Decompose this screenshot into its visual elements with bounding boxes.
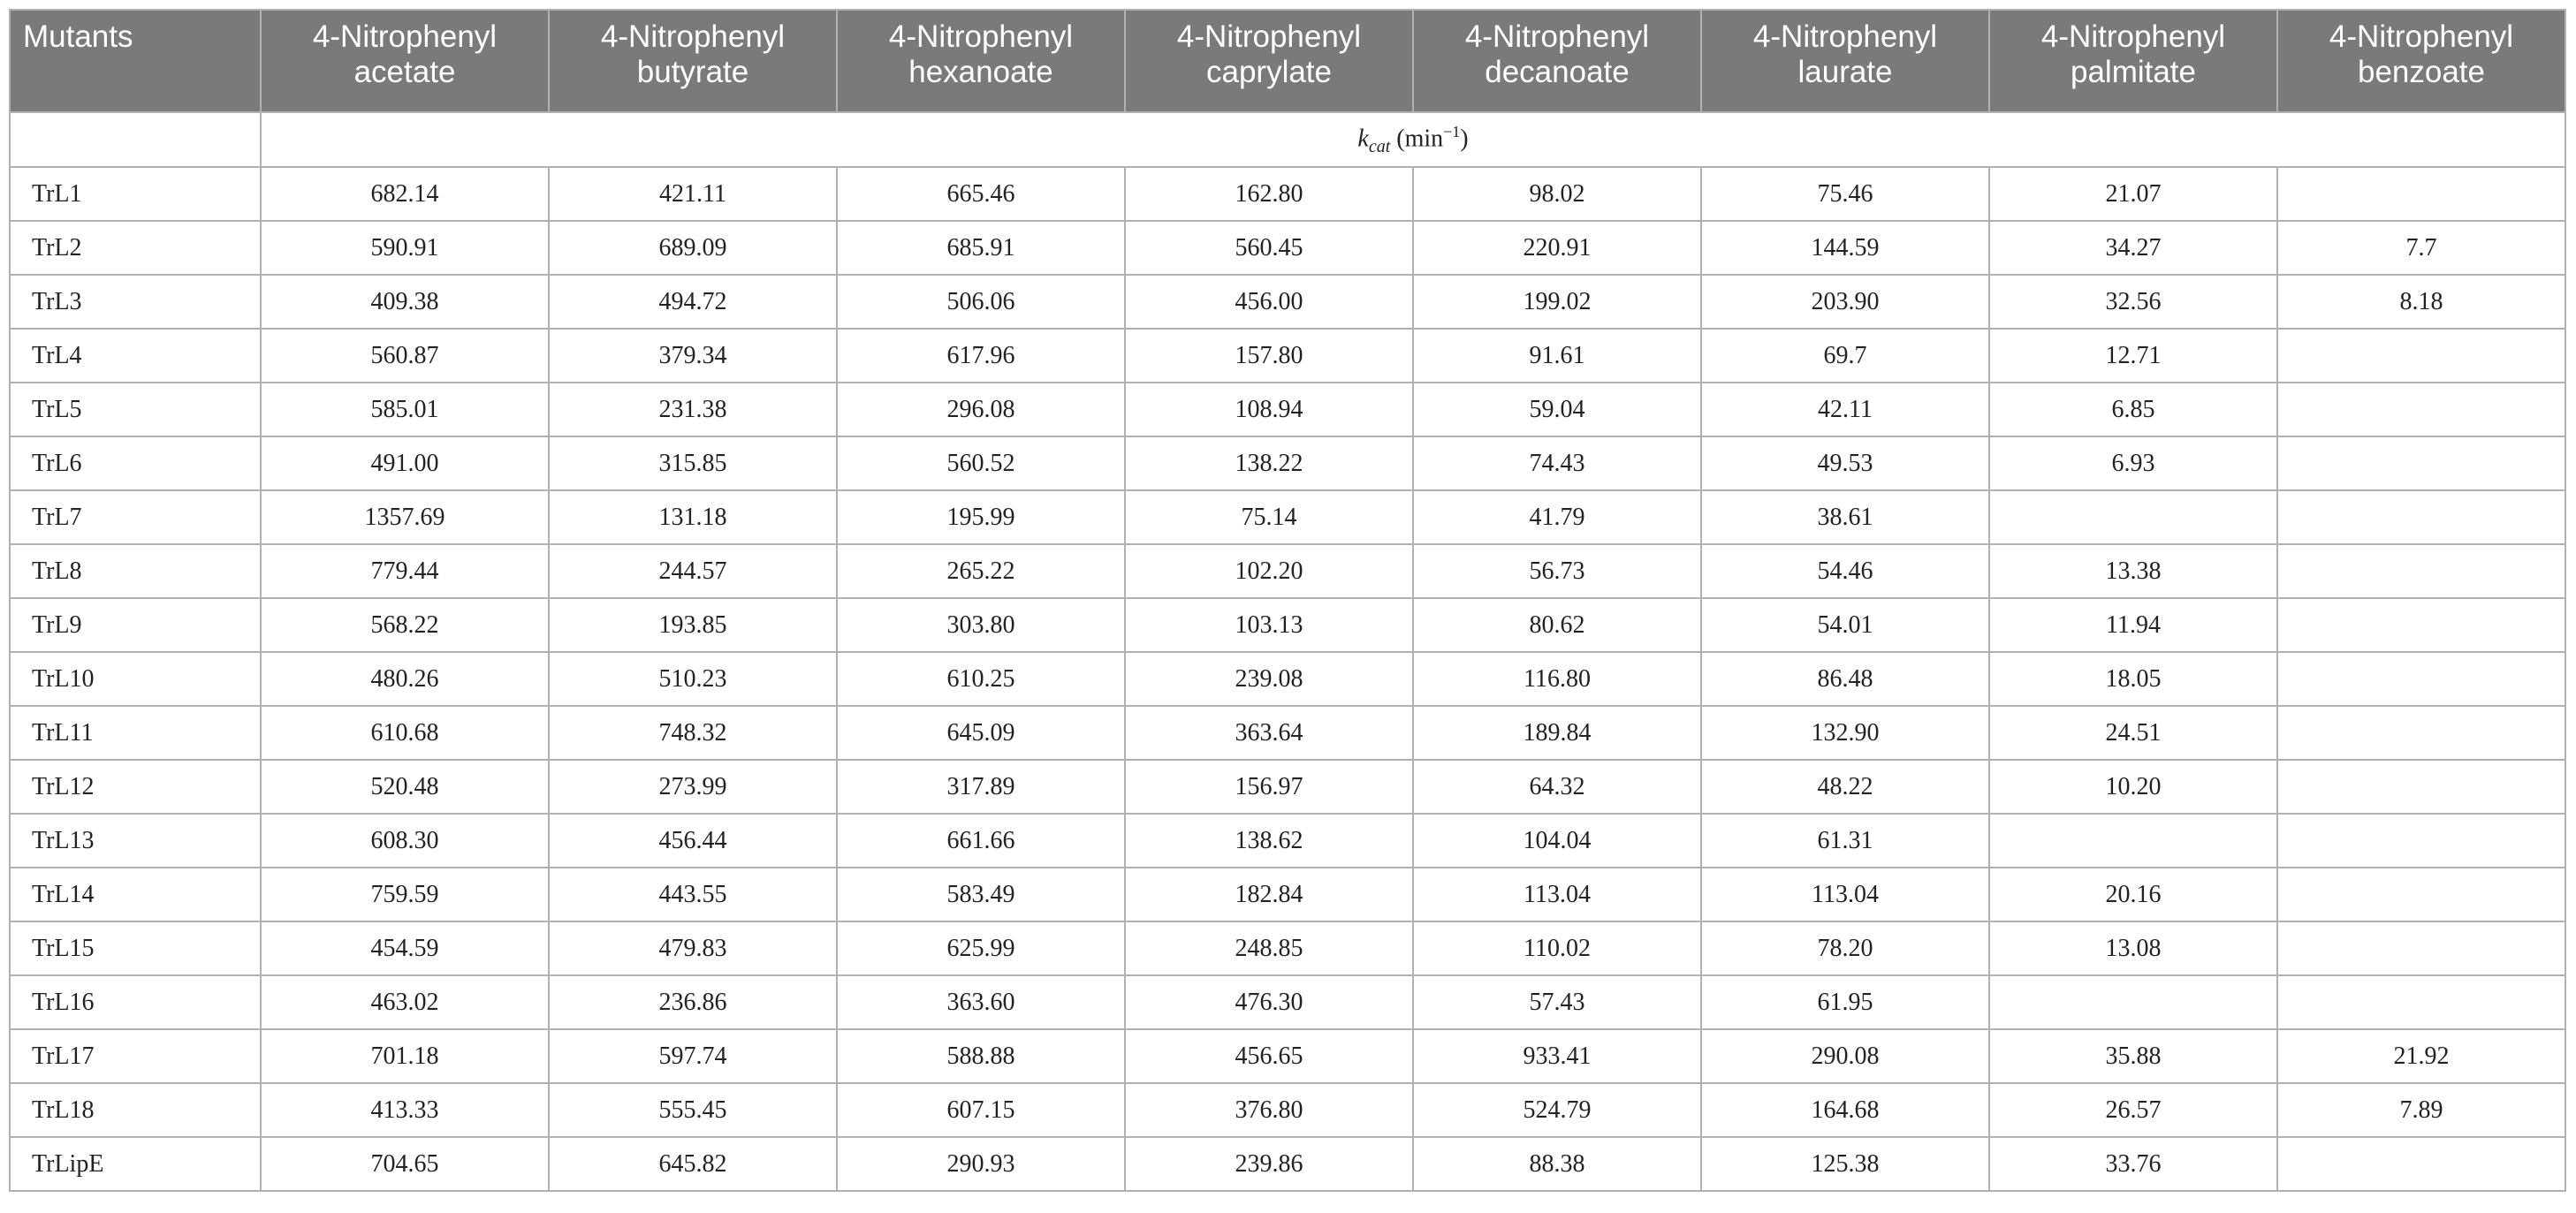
kcat-value-cell: 506.06 — [837, 275, 1125, 329]
kcat-value-cell: 113.04 — [1701, 868, 1989, 921]
kcat-value-cell — [2277, 490, 2565, 544]
kcat-value-cell: 1357.69 — [261, 490, 549, 544]
kcat-value-cell — [2277, 652, 2565, 706]
header-substrate-name: butyrate — [636, 55, 749, 89]
kcat-value-cell: 682.14 — [261, 167, 549, 221]
header-substrate-caprylate — [1125, 10, 1413, 112]
header-substrate-decanoate — [1413, 10, 1701, 112]
kcat-value-cell: 138.62 — [1125, 814, 1413, 868]
kcat-value-cell: 8.18 — [2277, 275, 2565, 329]
kcat-value-cell: 585.01 — [261, 383, 549, 436]
kcat-value-cell: 239.08 — [1125, 652, 1413, 706]
kcat-value-cell: 555.45 — [549, 1083, 837, 1137]
table-body — [10, 167, 2565, 1191]
header-mutants: Mutants — [10, 10, 261, 112]
mutant-cell: TrL1 — [10, 167, 261, 221]
header-substrate-prefix: 4-Nitrophenyl — [312, 19, 498, 54]
kcat-value-cell: 273.99 — [549, 760, 837, 814]
mutant-cell: TrL2 — [10, 221, 261, 275]
mutant-cell: TrL9 — [10, 598, 261, 652]
kcat-value-cell: 108.94 — [1125, 383, 1413, 436]
mutant-cell: TrL5 — [10, 383, 261, 436]
kcat-value-cell: 231.38 — [549, 383, 837, 436]
kcat-value-cell: 560.87 — [261, 329, 549, 383]
mutant-cell: TrLipE — [10, 1137, 261, 1191]
kcat-value-cell: 125.38 — [1701, 1137, 1989, 1191]
kcat-value-cell: 35.88 — [1989, 1029, 2277, 1083]
table-row — [10, 598, 2565, 652]
unit-row — [10, 112, 2565, 167]
mutant-cell: TrL3 — [10, 275, 261, 329]
header-substrate-prefix: 4-Nitrophenyl — [600, 19, 786, 54]
header-substrate-benzoate — [2277, 10, 2565, 112]
kcat-value-cell: 933.41 — [1413, 1029, 1701, 1083]
kcat-value-cell: 454.59 — [261, 921, 549, 975]
kcat-value-cell: 476.30 — [1125, 975, 1413, 1029]
kcat-value-cell: 78.20 — [1701, 921, 1989, 975]
kcat-value-cell — [2277, 544, 2565, 598]
kcat-value-cell: 244.57 — [549, 544, 837, 598]
header-substrate-laurate — [1701, 10, 1989, 112]
kcat-value-cell: 157.80 — [1125, 329, 1413, 383]
kcat-value-cell: 54.01 — [1701, 598, 1989, 652]
kcat-value-cell: 704.65 — [261, 1137, 549, 1191]
kcat-value-cell: 34.27 — [1989, 221, 2277, 275]
kcat-value-cell: 13.38 — [1989, 544, 2277, 598]
kcat-value-cell — [2277, 706, 2565, 760]
kcat-value-cell: 20.16 — [1989, 868, 2277, 921]
kcat-value-cell: 38.61 — [1701, 490, 1989, 544]
kcat-value-cell — [2277, 598, 2565, 652]
kcat-value-cell: 61.31 — [1701, 814, 1989, 868]
table-row — [10, 814, 2565, 868]
kcat-value-cell: 363.60 — [837, 975, 1125, 1029]
kcat-value-cell: 203.90 — [1701, 275, 1989, 329]
kcat-value-cell: 113.04 — [1413, 868, 1701, 921]
header-substrate-prefix: 4-Nitrophenyl — [1176, 19, 1362, 54]
header-substrate-palmitate — [1989, 10, 2277, 112]
kcat-value-cell: 701.18 — [261, 1029, 549, 1083]
kcat-value-cell: 32.56 — [1989, 275, 2277, 329]
kcat-value-cell: 75.46 — [1701, 167, 1989, 221]
kcat-value-cell — [1989, 814, 2277, 868]
mutant-cell: TrL7 — [10, 490, 261, 544]
kcat-value-cell: 220.91 — [1413, 221, 1701, 275]
kcat-value-cell: 61.95 — [1701, 975, 1989, 1029]
kcat-value-cell: 88.38 — [1413, 1137, 1701, 1191]
header-substrate-name: hexanoate — [908, 55, 1053, 89]
kcat-value-cell: 265.22 — [837, 544, 1125, 598]
kcat-value-cell: 54.46 — [1701, 544, 1989, 598]
kcat-value-cell: 479.83 — [549, 921, 837, 975]
kcat-value-cell: 48.22 — [1701, 760, 1989, 814]
kcat-value-cell: 248.85 — [1125, 921, 1413, 975]
kcat-value-cell — [2277, 1137, 2565, 1191]
kcat-value-cell — [2277, 383, 2565, 436]
kcat-value-cell: 41.79 — [1413, 490, 1701, 544]
kcat-value-cell — [2277, 868, 2565, 921]
table-row — [10, 868, 2565, 921]
table-row — [10, 436, 2565, 490]
kcat-value-cell: 132.90 — [1701, 706, 1989, 760]
header-substrate-prefix: 4-Nitrophenyl — [2040, 19, 2226, 54]
kcat-value-cell: 164.68 — [1701, 1083, 1989, 1137]
kcat-value-cell: 103.13 — [1125, 598, 1413, 652]
kcat-value-cell: 376.80 — [1125, 1083, 1413, 1137]
kcat-value-cell — [2277, 814, 2565, 868]
kcat-value-cell: 7.7 — [2277, 221, 2565, 275]
header-substrate-prefix: 4-Nitrophenyl — [2329, 19, 2514, 54]
kcat-value-cell: 21.07 — [1989, 167, 2277, 221]
kcat-value-cell: 494.72 — [549, 275, 837, 329]
table-row — [10, 975, 2565, 1029]
kcat-value-cell — [2277, 167, 2565, 221]
header-substrate-name: acetate — [353, 55, 456, 89]
kcat-value-cell — [2277, 436, 2565, 490]
mutant-cell: TrL10 — [10, 652, 261, 706]
table-row — [10, 544, 2565, 598]
kcat-value-cell: 138.22 — [1125, 436, 1413, 490]
kcat-value-cell: 456.65 — [1125, 1029, 1413, 1083]
kcat-value-cell: 520.48 — [261, 760, 549, 814]
kcat-value-cell: 560.45 — [1125, 221, 1413, 275]
kcat-value-cell: 7.89 — [2277, 1083, 2565, 1137]
kcat-value-cell: 480.26 — [261, 652, 549, 706]
kcat-value-cell: 116.80 — [1413, 652, 1701, 706]
table-row — [10, 383, 2565, 436]
mutant-cell: TrL18 — [10, 1083, 261, 1137]
mutant-cell: TrL15 — [10, 921, 261, 975]
kcat-value-cell: 49.53 — [1701, 436, 1989, 490]
kcat-value-cell: 80.62 — [1413, 598, 1701, 652]
kcat-value-cell: 98.02 — [1413, 167, 1701, 221]
kcat-value-cell: 12.71 — [1989, 329, 2277, 383]
header-substrate-name: laurate — [1797, 55, 1893, 89]
kinetics-table — [9, 9, 2566, 1192]
kcat-value-cell: 568.22 — [261, 598, 549, 652]
kcat-value-cell: 491.00 — [261, 436, 549, 490]
kcat-value-cell: 64.32 — [1413, 760, 1701, 814]
table-row — [10, 329, 2565, 383]
kcat-value-cell: 524.79 — [1413, 1083, 1701, 1137]
mutant-cell: TrL13 — [10, 814, 261, 868]
kcat-value-cell: 74.43 — [1413, 436, 1701, 490]
kcat-value-cell: 290.93 — [837, 1137, 1125, 1191]
kcat-value-cell: 409.38 — [261, 275, 549, 329]
table-row — [10, 706, 2565, 760]
table-row — [10, 652, 2565, 706]
kcat-value-cell: 156.97 — [1125, 760, 1413, 814]
kcat-value-cell: 182.84 — [1125, 868, 1413, 921]
kcat-value-cell: 56.73 — [1413, 544, 1701, 598]
mutant-cell: TrL11 — [10, 706, 261, 760]
kinetics-table-container — [9, 9, 2566, 1204]
kcat-value-cell: 42.11 — [1701, 383, 1989, 436]
mutant-cell: TrL16 — [10, 975, 261, 1029]
header-substrate-acetate — [261, 10, 549, 112]
kcat-value-cell: 290.08 — [1701, 1029, 1989, 1083]
kcat-value-cell — [2277, 329, 2565, 383]
kcat-value-cell: 11.94 — [1989, 598, 2277, 652]
kcat-value-cell: 610.68 — [261, 706, 549, 760]
kcat-value-cell: 24.51 — [1989, 706, 2277, 760]
kcat-value-cell: 236.86 — [549, 975, 837, 1029]
kcat-value-cell: 6.85 — [1989, 383, 2277, 436]
kcat-value-cell: 315.85 — [549, 436, 837, 490]
kcat-value-cell: 91.61 — [1413, 329, 1701, 383]
kcat-value-cell: 57.43 — [1413, 975, 1701, 1029]
kcat-value-cell: 779.44 — [261, 544, 549, 598]
kcat-value-cell: 110.02 — [1413, 921, 1701, 975]
header-substrate-prefix: 4-Nitrophenyl — [1464, 19, 1650, 54]
kcat-value-cell: 588.88 — [837, 1029, 1125, 1083]
kcat-value-cell: 59.04 — [1413, 383, 1701, 436]
mutant-cell: TrL14 — [10, 868, 261, 921]
kcat-value-cell: 645.82 — [549, 1137, 837, 1191]
kcat-value-cell: 510.23 — [549, 652, 837, 706]
table-row — [10, 1083, 2565, 1137]
kcat-value-cell: 645.09 — [837, 706, 1125, 760]
kcat-value-cell: 303.80 — [837, 598, 1125, 652]
table-row — [10, 1137, 2565, 1191]
kcat-value-cell — [1989, 490, 2277, 544]
header-substrate-name: decanoate — [1485, 55, 1630, 89]
kcat-value-cell: 102.20 — [1125, 544, 1413, 598]
table-row — [10, 921, 2565, 975]
header-substrate-prefix: 4-Nitrophenyl — [888, 19, 1074, 54]
kcat-value-cell: 456.44 — [549, 814, 837, 868]
kcat-value-cell: 317.89 — [837, 760, 1125, 814]
kcat-value-cell: 597.74 — [549, 1029, 837, 1083]
mutant-cell: TrL6 — [10, 436, 261, 490]
kcat-value-cell: 104.04 — [1413, 814, 1701, 868]
kcat-value-cell: 193.85 — [549, 598, 837, 652]
mutant-cell: TrL17 — [10, 1029, 261, 1083]
kcat-value-cell: 86.48 — [1701, 652, 1989, 706]
kcat-value-cell: 195.99 — [837, 490, 1125, 544]
kcat-value-cell: 456.00 — [1125, 275, 1413, 329]
kcat-value-cell: 583.49 — [837, 868, 1125, 921]
table-row — [10, 490, 2565, 544]
header-substrate-name: caprylate — [1205, 55, 1333, 89]
kcat-value-cell: 18.05 — [1989, 652, 2277, 706]
kcat-value-cell — [2277, 921, 2565, 975]
kcat-value-cell: 239.86 — [1125, 1137, 1413, 1191]
kcat-value-cell — [1989, 975, 2277, 1029]
kcat-value-cell: 748.32 — [549, 706, 837, 760]
unit-row-empty-cell — [10, 112, 261, 167]
kcat-value-cell: 10.20 — [1989, 760, 2277, 814]
kcat-value-cell: 665.46 — [837, 167, 1125, 221]
kcat-value-cell: 21.92 — [2277, 1029, 2565, 1083]
kcat-value-cell: 560.52 — [837, 436, 1125, 490]
kcat-value-cell: 379.34 — [549, 329, 837, 383]
kcat-unit-label: $k_{cat}$ $(\min^{-1})$ — [261, 112, 2565, 167]
kcat-value-cell: 421.11 — [549, 167, 837, 221]
header-substrate-hexanoate — [837, 10, 1125, 112]
kcat-value-cell: 162.80 — [1125, 167, 1413, 221]
table-row — [10, 221, 2565, 275]
kcat-value-cell: 189.84 — [1413, 706, 1701, 760]
kcat-value-cell: 6.93 — [1989, 436, 2277, 490]
kcat-value-cell: 607.15 — [837, 1083, 1125, 1137]
kcat-value-cell: 75.14 — [1125, 490, 1413, 544]
kcat-value-cell: 33.76 — [1989, 1137, 2277, 1191]
header-row — [10, 10, 2565, 112]
kcat-value-cell: 590.91 — [261, 221, 549, 275]
kcat-value-cell — [2277, 760, 2565, 814]
mutant-cell: TrL12 — [10, 760, 261, 814]
header-substrate-butyrate — [549, 10, 837, 112]
kcat-value-cell: 296.08 — [837, 383, 1125, 436]
kcat-value-cell: 443.55 — [549, 868, 837, 921]
header-substrate-prefix: 4-Nitrophenyl — [1752, 19, 1938, 54]
kcat-value-cell: 13.08 — [1989, 921, 2277, 975]
mutant-cell: TrL8 — [10, 544, 261, 598]
kcat-value-cell: 661.66 — [837, 814, 1125, 868]
kcat-value-cell: 608.30 — [261, 814, 549, 868]
table-row — [10, 275, 2565, 329]
table-row — [10, 1029, 2565, 1083]
kcat-value-cell: 26.57 — [1989, 1083, 2277, 1137]
kcat-value-cell: 617.96 — [837, 329, 1125, 383]
table-row — [10, 760, 2565, 814]
mutant-cell: TrL4 — [10, 329, 261, 383]
kcat-value-cell: 199.02 — [1413, 275, 1701, 329]
kcat-value-cell: 463.02 — [261, 975, 549, 1029]
kcat-value-cell: 610.25 — [837, 652, 1125, 706]
kcat-value-cell: 69.7 — [1701, 329, 1989, 383]
kcat-value-cell: 685.91 — [837, 221, 1125, 275]
kcat-value-cell: 144.59 — [1701, 221, 1989, 275]
table-row — [10, 167, 2565, 221]
kcat-value-cell: 759.59 — [261, 868, 549, 921]
kcat-value-cell: 689.09 — [549, 221, 837, 275]
kcat-value-cell: 413.33 — [261, 1083, 549, 1137]
header-substrate-name: benzoate — [2357, 55, 2486, 89]
kcat-value-cell: 131.18 — [549, 490, 837, 544]
kcat-value-cell: 363.64 — [1125, 706, 1413, 760]
header-substrate-name: palmitate — [2070, 55, 2197, 89]
kcat-value-cell — [2277, 975, 2565, 1029]
kcat-value-cell: 625.99 — [837, 921, 1125, 975]
